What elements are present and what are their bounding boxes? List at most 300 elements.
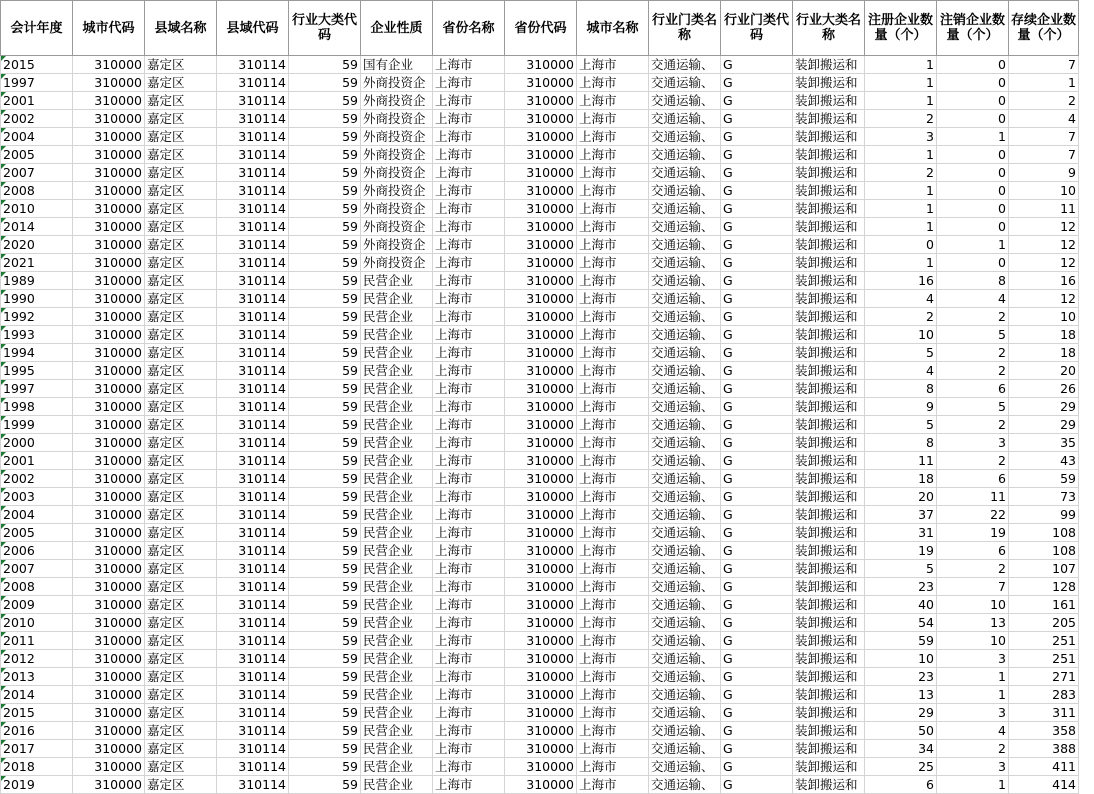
cell-industry_code[interactable]: 59	[289, 578, 361, 596]
cell-sector_code[interactable]: G	[721, 578, 793, 596]
cell-registered[interactable]: 1	[865, 56, 937, 74]
cell-city_code[interactable]: 310000	[73, 128, 145, 146]
cell-province_name[interactable]: 上海市	[433, 704, 505, 722]
cell-county_code[interactable]: 310114	[217, 182, 289, 200]
cell-ownership[interactable]: 民营企业	[361, 614, 433, 632]
cell-existing[interactable]: 59	[1009, 470, 1079, 488]
cell-industry_code[interactable]: 59	[289, 74, 361, 92]
cell-year[interactable]: 2018	[1, 758, 73, 776]
cell-province_name[interactable]: 上海市	[433, 722, 505, 740]
cell-county_name[interactable]: 嘉定区	[145, 596, 217, 614]
cell-sector_code[interactable]: G	[721, 650, 793, 668]
cell-sector_name[interactable]: 交通运输、	[649, 560, 721, 578]
cell-ownership[interactable]: 民营企业	[361, 740, 433, 758]
cell-sector_code[interactable]: G	[721, 128, 793, 146]
cell-industry_code[interactable]: 59	[289, 110, 361, 128]
cell-registered[interactable]: 1	[865, 254, 937, 272]
cell-year[interactable]: 2007	[1, 164, 73, 182]
cell-ownership[interactable]: 民营企业	[361, 308, 433, 326]
cell-cancelled[interactable]: 3	[937, 434, 1009, 452]
cell-city_code[interactable]: 310000	[73, 758, 145, 776]
cell-sector_name[interactable]: 交通运输、	[649, 488, 721, 506]
cell-county_code[interactable]: 310114	[217, 326, 289, 344]
cell-province_name[interactable]: 上海市	[433, 776, 505, 794]
cell-industry_name[interactable]: 装卸搬运和	[793, 524, 865, 542]
cell-county_code[interactable]: 310114	[217, 272, 289, 290]
cell-industry_code[interactable]: 59	[289, 56, 361, 74]
cell-industry_name[interactable]: 装卸搬运和	[793, 362, 865, 380]
cell-registered[interactable]: 5	[865, 344, 937, 362]
cell-industry_name[interactable]: 装卸搬运和	[793, 254, 865, 272]
cell-county_code[interactable]: 310114	[217, 74, 289, 92]
cell-year[interactable]: 2015	[1, 704, 73, 722]
cell-industry_code[interactable]: 59	[289, 380, 361, 398]
cell-county_code[interactable]: 310114	[217, 470, 289, 488]
cell-ownership[interactable]: 民营企业	[361, 344, 433, 362]
cell-province_code[interactable]: 310000	[505, 164, 577, 182]
cell-industry_name[interactable]: 装卸搬运和	[793, 308, 865, 326]
cell-ownership[interactable]: 民营企业	[361, 362, 433, 380]
cell-province_name[interactable]: 上海市	[433, 380, 505, 398]
cell-sector_code[interactable]: G	[721, 542, 793, 560]
cell-existing[interactable]: 108	[1009, 524, 1079, 542]
cell-registered[interactable]: 25	[865, 758, 937, 776]
cell-ownership[interactable]: 外商投资企	[361, 164, 433, 182]
column-header-city-name[interactable]: 城市名称	[577, 1, 649, 56]
cell-registered[interactable]: 5	[865, 416, 937, 434]
cell-industry_code[interactable]: 59	[289, 272, 361, 290]
cell-cancelled[interactable]: 1	[937, 236, 1009, 254]
cell-industry_code[interactable]: 59	[289, 686, 361, 704]
cell-cancelled[interactable]: 10	[937, 596, 1009, 614]
cell-sector_name[interactable]: 交通运输、	[649, 362, 721, 380]
cell-cancelled[interactable]: 1	[937, 668, 1009, 686]
cell-city_code[interactable]: 310000	[73, 92, 145, 110]
cell-year[interactable]: 2013	[1, 668, 73, 686]
cell-sector_name[interactable]: 交通运输、	[649, 434, 721, 452]
cell-county_name[interactable]: 嘉定区	[145, 200, 217, 218]
cell-city_code[interactable]: 310000	[73, 434, 145, 452]
cell-county_code[interactable]: 310114	[217, 740, 289, 758]
cell-county_name[interactable]: 嘉定区	[145, 254, 217, 272]
cell-county_code[interactable]: 310114	[217, 290, 289, 308]
cell-province_code[interactable]: 310000	[505, 776, 577, 794]
cell-industry_name[interactable]: 装卸搬运和	[793, 542, 865, 560]
cell-cancelled[interactable]: 2	[937, 308, 1009, 326]
cell-year[interactable]: 2014	[1, 218, 73, 236]
cell-province_name[interactable]: 上海市	[433, 614, 505, 632]
cell-province_name[interactable]: 上海市	[433, 470, 505, 488]
cell-existing[interactable]: 7	[1009, 146, 1079, 164]
column-header-year[interactable]: 会计年度	[1, 1, 73, 56]
cell-ownership[interactable]: 民营企业	[361, 668, 433, 686]
cell-cancelled[interactable]: 0	[937, 182, 1009, 200]
cell-registered[interactable]: 0	[865, 236, 937, 254]
cell-industry_code[interactable]: 59	[289, 146, 361, 164]
cell-year[interactable]: 2007	[1, 560, 73, 578]
cell-industry_name[interactable]: 装卸搬运和	[793, 272, 865, 290]
cell-province_code[interactable]: 310000	[505, 434, 577, 452]
cell-sector_name[interactable]: 交通运输、	[649, 740, 721, 758]
cell-existing[interactable]: 358	[1009, 722, 1079, 740]
cell-county_code[interactable]: 310114	[217, 218, 289, 236]
cell-county_name[interactable]: 嘉定区	[145, 218, 217, 236]
cell-county_name[interactable]: 嘉定区	[145, 722, 217, 740]
cell-county_name[interactable]: 嘉定区	[145, 632, 217, 650]
cell-province_code[interactable]: 310000	[505, 686, 577, 704]
cell-city_name[interactable]: 上海市	[577, 272, 649, 290]
cell-city_name[interactable]: 上海市	[577, 542, 649, 560]
cell-registered[interactable]: 10	[865, 650, 937, 668]
cell-city_name[interactable]: 上海市	[577, 398, 649, 416]
cell-province_name[interactable]: 上海市	[433, 128, 505, 146]
cell-sector_code[interactable]: G	[721, 434, 793, 452]
cell-year[interactable]: 2008	[1, 578, 73, 596]
cell-registered[interactable]: 8	[865, 434, 937, 452]
cell-county_name[interactable]: 嘉定区	[145, 560, 217, 578]
cell-city_code[interactable]: 310000	[73, 308, 145, 326]
cell-city_code[interactable]: 310000	[73, 722, 145, 740]
cell-year[interactable]: 2011	[1, 632, 73, 650]
cell-industry_name[interactable]: 装卸搬运和	[793, 470, 865, 488]
cell-registered[interactable]: 1	[865, 74, 937, 92]
cell-year[interactable]: 2014	[1, 686, 73, 704]
cell-existing[interactable]: 4	[1009, 110, 1079, 128]
cell-province_code[interactable]: 310000	[505, 92, 577, 110]
cell-sector_code[interactable]: G	[721, 92, 793, 110]
cell-cancelled[interactable]: 1	[937, 776, 1009, 794]
column-header-city-code[interactable]: 城市代码	[73, 1, 145, 56]
cell-province_code[interactable]: 310000	[505, 740, 577, 758]
cell-existing[interactable]: 16	[1009, 272, 1079, 290]
cell-year[interactable]: 2008	[1, 182, 73, 200]
cell-city_code[interactable]: 310000	[73, 560, 145, 578]
cell-county_name[interactable]: 嘉定区	[145, 362, 217, 380]
cell-industry_code[interactable]: 59	[289, 758, 361, 776]
cell-cancelled[interactable]: 3	[937, 758, 1009, 776]
cell-ownership[interactable]: 外商投资企	[361, 200, 433, 218]
cell-year[interactable]: 1998	[1, 398, 73, 416]
cell-city_code[interactable]: 310000	[73, 146, 145, 164]
cell-city_name[interactable]: 上海市	[577, 128, 649, 146]
cell-sector_code[interactable]: G	[721, 506, 793, 524]
cell-cancelled[interactable]: 3	[937, 650, 1009, 668]
cell-cancelled[interactable]: 0	[937, 164, 1009, 182]
cell-city_code[interactable]: 310000	[73, 416, 145, 434]
cell-cancelled[interactable]: 5	[937, 398, 1009, 416]
cell-existing[interactable]: 9	[1009, 164, 1079, 182]
cell-sector_code[interactable]: G	[721, 272, 793, 290]
cell-industry_code[interactable]: 59	[289, 524, 361, 542]
cell-sector_name[interactable]: 交通运输、	[649, 650, 721, 668]
cell-county_name[interactable]: 嘉定区	[145, 74, 217, 92]
cell-year[interactable]: 2012	[1, 650, 73, 668]
cell-city_code[interactable]: 310000	[73, 398, 145, 416]
cell-industry_name[interactable]: 装卸搬运和	[793, 344, 865, 362]
cell-ownership[interactable]: 外商投资企	[361, 146, 433, 164]
cell-industry_code[interactable]: 59	[289, 416, 361, 434]
cell-province_code[interactable]: 310000	[505, 614, 577, 632]
cell-ownership[interactable]: 民营企业	[361, 326, 433, 344]
cell-province_name[interactable]: 上海市	[433, 164, 505, 182]
cell-sector_name[interactable]: 交通运输、	[649, 236, 721, 254]
cell-industry_name[interactable]: 装卸搬运和	[793, 776, 865, 794]
cell-city_code[interactable]: 310000	[73, 650, 145, 668]
cell-county_name[interactable]: 嘉定区	[145, 668, 217, 686]
cell-cancelled[interactable]: 19	[937, 524, 1009, 542]
cell-industry_name[interactable]: 装卸搬运和	[793, 740, 865, 758]
cell-sector_name[interactable]: 交通运输、	[649, 686, 721, 704]
cell-existing[interactable]: 108	[1009, 542, 1079, 560]
cell-city_name[interactable]: 上海市	[577, 650, 649, 668]
cell-province_code[interactable]: 310000	[505, 650, 577, 668]
cell-city_name[interactable]: 上海市	[577, 524, 649, 542]
cell-sector_code[interactable]: G	[721, 524, 793, 542]
cell-province_code[interactable]: 310000	[505, 182, 577, 200]
cell-county_name[interactable]: 嘉定区	[145, 686, 217, 704]
cell-county_name[interactable]: 嘉定区	[145, 128, 217, 146]
cell-sector_name[interactable]: 交通运输、	[649, 290, 721, 308]
cell-sector_name[interactable]: 交通运输、	[649, 272, 721, 290]
cell-province_code[interactable]: 310000	[505, 74, 577, 92]
cell-city_name[interactable]: 上海市	[577, 146, 649, 164]
cell-sector_code[interactable]: G	[721, 200, 793, 218]
cell-registered[interactable]: 34	[865, 740, 937, 758]
cell-county_code[interactable]: 310114	[217, 650, 289, 668]
cell-ownership[interactable]: 民营企业	[361, 272, 433, 290]
cell-industry_name[interactable]: 装卸搬运和	[793, 722, 865, 740]
cell-existing[interactable]: 99	[1009, 506, 1079, 524]
cell-year[interactable]: 2002	[1, 470, 73, 488]
cell-county_code[interactable]: 310114	[217, 344, 289, 362]
cell-ownership[interactable]: 民营企业	[361, 632, 433, 650]
cell-industry_name[interactable]: 装卸搬运和	[793, 506, 865, 524]
cell-county_code[interactable]: 310114	[217, 164, 289, 182]
cell-city_name[interactable]: 上海市	[577, 614, 649, 632]
cell-cancelled[interactable]: 8	[937, 272, 1009, 290]
cell-province_code[interactable]: 310000	[505, 380, 577, 398]
cell-cancelled[interactable]: 11	[937, 488, 1009, 506]
cell-county_code[interactable]: 310114	[217, 308, 289, 326]
cell-industry_name[interactable]: 装卸搬运和	[793, 380, 865, 398]
cell-province_name[interactable]: 上海市	[433, 506, 505, 524]
cell-year[interactable]: 1995	[1, 362, 73, 380]
cell-sector_name[interactable]: 交通运输、	[649, 254, 721, 272]
cell-province_name[interactable]: 上海市	[433, 236, 505, 254]
cell-city_code[interactable]: 310000	[73, 632, 145, 650]
cell-existing[interactable]: 20	[1009, 362, 1079, 380]
column-header-industry-name[interactable]: 行业大类名称	[793, 1, 865, 56]
cell-sector_name[interactable]: 交通运输、	[649, 542, 721, 560]
cell-county_code[interactable]: 310114	[217, 758, 289, 776]
cell-ownership[interactable]: 民营企业	[361, 434, 433, 452]
cell-city_name[interactable]: 上海市	[577, 704, 649, 722]
cell-city_code[interactable]: 310000	[73, 236, 145, 254]
cell-industry_code[interactable]: 59	[289, 470, 361, 488]
cell-province_code[interactable]: 310000	[505, 326, 577, 344]
cell-sector_name[interactable]: 交通运输、	[649, 110, 721, 128]
cell-industry_name[interactable]: 装卸搬运和	[793, 416, 865, 434]
cell-sector_code[interactable]: G	[721, 74, 793, 92]
cell-sector_code[interactable]: G	[721, 668, 793, 686]
cell-city_name[interactable]: 上海市	[577, 668, 649, 686]
cell-county_code[interactable]: 310114	[217, 506, 289, 524]
cell-sector_name[interactable]: 交通运输、	[649, 92, 721, 110]
cell-cancelled[interactable]: 0	[937, 74, 1009, 92]
cell-industry_code[interactable]: 59	[289, 128, 361, 146]
cell-industry_name[interactable]: 装卸搬运和	[793, 326, 865, 344]
cell-city_name[interactable]: 上海市	[577, 758, 649, 776]
cell-year[interactable]: 2001	[1, 92, 73, 110]
cell-registered[interactable]: 59	[865, 632, 937, 650]
cell-industry_code[interactable]: 59	[289, 236, 361, 254]
cell-sector_code[interactable]: G	[721, 758, 793, 776]
cell-existing[interactable]: 411	[1009, 758, 1079, 776]
cell-province_code[interactable]: 310000	[505, 560, 577, 578]
cell-registered[interactable]: 9	[865, 398, 937, 416]
cell-county_code[interactable]: 310114	[217, 380, 289, 398]
cell-registered[interactable]: 3	[865, 128, 937, 146]
cell-county_code[interactable]: 310114	[217, 596, 289, 614]
cell-sector_code[interactable]: G	[721, 488, 793, 506]
cell-sector_name[interactable]: 交通运输、	[649, 578, 721, 596]
cell-year[interactable]: 2001	[1, 452, 73, 470]
cell-city_name[interactable]: 上海市	[577, 74, 649, 92]
cell-ownership[interactable]: 民营企业	[361, 398, 433, 416]
cell-industry_name[interactable]: 装卸搬运和	[793, 758, 865, 776]
cell-province_name[interactable]: 上海市	[433, 272, 505, 290]
cell-existing[interactable]: 18	[1009, 344, 1079, 362]
cell-city_code[interactable]: 310000	[73, 272, 145, 290]
cell-sector_code[interactable]: G	[721, 290, 793, 308]
cell-province_name[interactable]: 上海市	[433, 74, 505, 92]
cell-city_code[interactable]: 310000	[73, 686, 145, 704]
cell-city_name[interactable]: 上海市	[577, 92, 649, 110]
cell-county_code[interactable]: 310114	[217, 398, 289, 416]
cell-registered[interactable]: 6	[865, 776, 937, 794]
cell-industry_code[interactable]: 59	[289, 434, 361, 452]
cell-sector_name[interactable]: 交通运输、	[649, 668, 721, 686]
cell-county_code[interactable]: 310114	[217, 362, 289, 380]
cell-city_code[interactable]: 310000	[73, 182, 145, 200]
cell-county_code[interactable]: 310114	[217, 542, 289, 560]
cell-county_name[interactable]: 嘉定区	[145, 326, 217, 344]
cell-province_code[interactable]: 310000	[505, 488, 577, 506]
cell-county_name[interactable]: 嘉定区	[145, 776, 217, 794]
cell-registered[interactable]: 54	[865, 614, 937, 632]
cell-industry_name[interactable]: 装卸搬运和	[793, 560, 865, 578]
cell-province_name[interactable]: 上海市	[433, 308, 505, 326]
cell-city_code[interactable]: 310000	[73, 452, 145, 470]
cell-registered[interactable]: 37	[865, 506, 937, 524]
cell-city_name[interactable]: 上海市	[577, 344, 649, 362]
cell-year[interactable]: 2021	[1, 254, 73, 272]
cell-industry_name[interactable]: 装卸搬运和	[793, 650, 865, 668]
cell-county_name[interactable]: 嘉定区	[145, 380, 217, 398]
cell-sector_code[interactable]: G	[721, 452, 793, 470]
column-header-ownership[interactable]: 企业性质	[361, 1, 433, 56]
cell-province_name[interactable]: 上海市	[433, 650, 505, 668]
cell-registered[interactable]: 40	[865, 596, 937, 614]
cell-city_name[interactable]: 上海市	[577, 722, 649, 740]
cell-city_name[interactable]: 上海市	[577, 164, 649, 182]
cell-registered[interactable]: 1	[865, 92, 937, 110]
cell-province_code[interactable]: 310000	[505, 416, 577, 434]
cell-sector_name[interactable]: 交通运输、	[649, 200, 721, 218]
cell-province_code[interactable]: 310000	[505, 200, 577, 218]
cell-cancelled[interactable]: 6	[937, 380, 1009, 398]
cell-city_name[interactable]: 上海市	[577, 254, 649, 272]
cell-existing[interactable]: 43	[1009, 452, 1079, 470]
cell-industry_name[interactable]: 装卸搬运和	[793, 614, 865, 632]
cell-existing[interactable]: 2	[1009, 92, 1079, 110]
cell-ownership[interactable]: 民营企业	[361, 596, 433, 614]
cell-county_name[interactable]: 嘉定区	[145, 236, 217, 254]
cell-city_name[interactable]: 上海市	[577, 776, 649, 794]
cell-sector_name[interactable]: 交通运输、	[649, 218, 721, 236]
cell-industry_code[interactable]: 59	[289, 704, 361, 722]
cell-province_code[interactable]: 310000	[505, 272, 577, 290]
cell-existing[interactable]: 10	[1009, 308, 1079, 326]
column-header-province-code[interactable]: 省份代码	[505, 1, 577, 56]
cell-industry_name[interactable]: 装卸搬运和	[793, 56, 865, 74]
cell-ownership[interactable]: 外商投资企	[361, 110, 433, 128]
cell-city_code[interactable]: 310000	[73, 524, 145, 542]
cell-county_code[interactable]: 310114	[217, 200, 289, 218]
cell-registered[interactable]: 2	[865, 308, 937, 326]
cell-county_name[interactable]: 嘉定区	[145, 344, 217, 362]
cell-province_name[interactable]: 上海市	[433, 200, 505, 218]
cell-existing[interactable]: 107	[1009, 560, 1079, 578]
cell-year[interactable]: 2019	[1, 776, 73, 794]
cell-county_name[interactable]: 嘉定区	[145, 758, 217, 776]
cell-province_name[interactable]: 上海市	[433, 524, 505, 542]
cell-industry_name[interactable]: 装卸搬运和	[793, 164, 865, 182]
cell-province_name[interactable]: 上海市	[433, 344, 505, 362]
cell-industry_code[interactable]: 59	[289, 560, 361, 578]
cell-sector_code[interactable]: G	[721, 326, 793, 344]
cell-sector_code[interactable]: G	[721, 164, 793, 182]
cell-county_name[interactable]: 嘉定区	[145, 308, 217, 326]
cell-year[interactable]: 1999	[1, 416, 73, 434]
cell-industry_name[interactable]: 装卸搬运和	[793, 182, 865, 200]
cell-province_code[interactable]: 310000	[505, 632, 577, 650]
cell-province_name[interactable]: 上海市	[433, 452, 505, 470]
cell-registered[interactable]: 20	[865, 488, 937, 506]
cell-province_name[interactable]: 上海市	[433, 416, 505, 434]
cell-cancelled[interactable]: 2	[937, 344, 1009, 362]
cell-city_code[interactable]: 310000	[73, 362, 145, 380]
cell-industry_name[interactable]: 装卸搬运和	[793, 686, 865, 704]
cell-existing[interactable]: 311	[1009, 704, 1079, 722]
cell-cancelled[interactable]: 0	[937, 218, 1009, 236]
cell-industry_code[interactable]: 59	[289, 218, 361, 236]
cell-city_name[interactable]: 上海市	[577, 308, 649, 326]
cell-industry_code[interactable]: 59	[289, 542, 361, 560]
cell-city_code[interactable]: 310000	[73, 614, 145, 632]
cell-industry_code[interactable]: 59	[289, 668, 361, 686]
cell-cancelled[interactable]: 0	[937, 110, 1009, 128]
cell-sector_name[interactable]: 交通运输、	[649, 344, 721, 362]
cell-province_name[interactable]: 上海市	[433, 434, 505, 452]
cell-ownership[interactable]: 民营企业	[361, 776, 433, 794]
cell-province_code[interactable]: 310000	[505, 308, 577, 326]
cell-year[interactable]: 2000	[1, 434, 73, 452]
cell-county_name[interactable]: 嘉定区	[145, 164, 217, 182]
cell-ownership[interactable]: 外商投资企	[361, 182, 433, 200]
cell-ownership[interactable]: 民营企业	[361, 758, 433, 776]
cell-existing[interactable]: 205	[1009, 614, 1079, 632]
